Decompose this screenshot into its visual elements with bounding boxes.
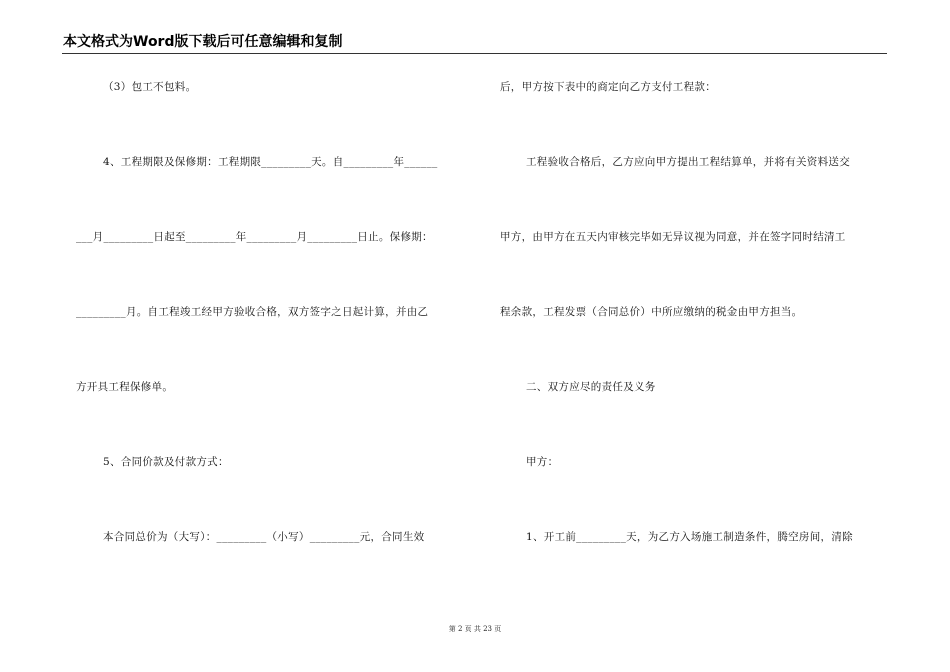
left-line-4: _________月。自工程竣工经甲方验收合格，双方签字之日起计算，并由乙 [76,306,429,318]
page-number-footer: 第 2 页 共 23 页 [448,625,502,633]
document-header-title: 本文格式为Word版下载后可任意编辑和复制 [63,34,343,50]
left-line-6: 5、合同价款及付款方式： [103,456,229,468]
left-line-5: 方开具工程保修单。 [76,381,174,393]
right-line-1: 后，甲方按下表中的商定向乙方支付工程款： [500,81,716,93]
right-line-3: 甲方，由甲方在五天内审核完毕如无异议视为同意，并在签字同时结清工 [500,231,846,243]
left-line-7: 本合同总价为（大写）：_________（小写）_________元，合同生效 [103,531,425,543]
left-line-3: ___月_________日起至_________年_________月_________日止。保修期： [76,231,433,243]
left-line-1: （3）包工不包料。 [103,81,197,93]
right-line-5: 二、双方应尽的责任及义务 [526,381,656,393]
left-line-2: 4、工程期限及保修期：工程期限_________天。自_________年______ [103,156,438,168]
right-line-7: 1、开工前_________天，为乙方入场施工制造条件，腾空房间，清除 [526,531,853,543]
right-line-4: 程余款，工程发票（合同总价）中所应缴纳的税金由甲方担当。 [500,306,803,318]
header-divider [62,53,887,54]
right-line-2: 工程验收合格后，乙方应向甲方提出工程结算单，并将有关资料送交 [526,156,850,168]
right-line-6: 甲方： [526,456,559,468]
